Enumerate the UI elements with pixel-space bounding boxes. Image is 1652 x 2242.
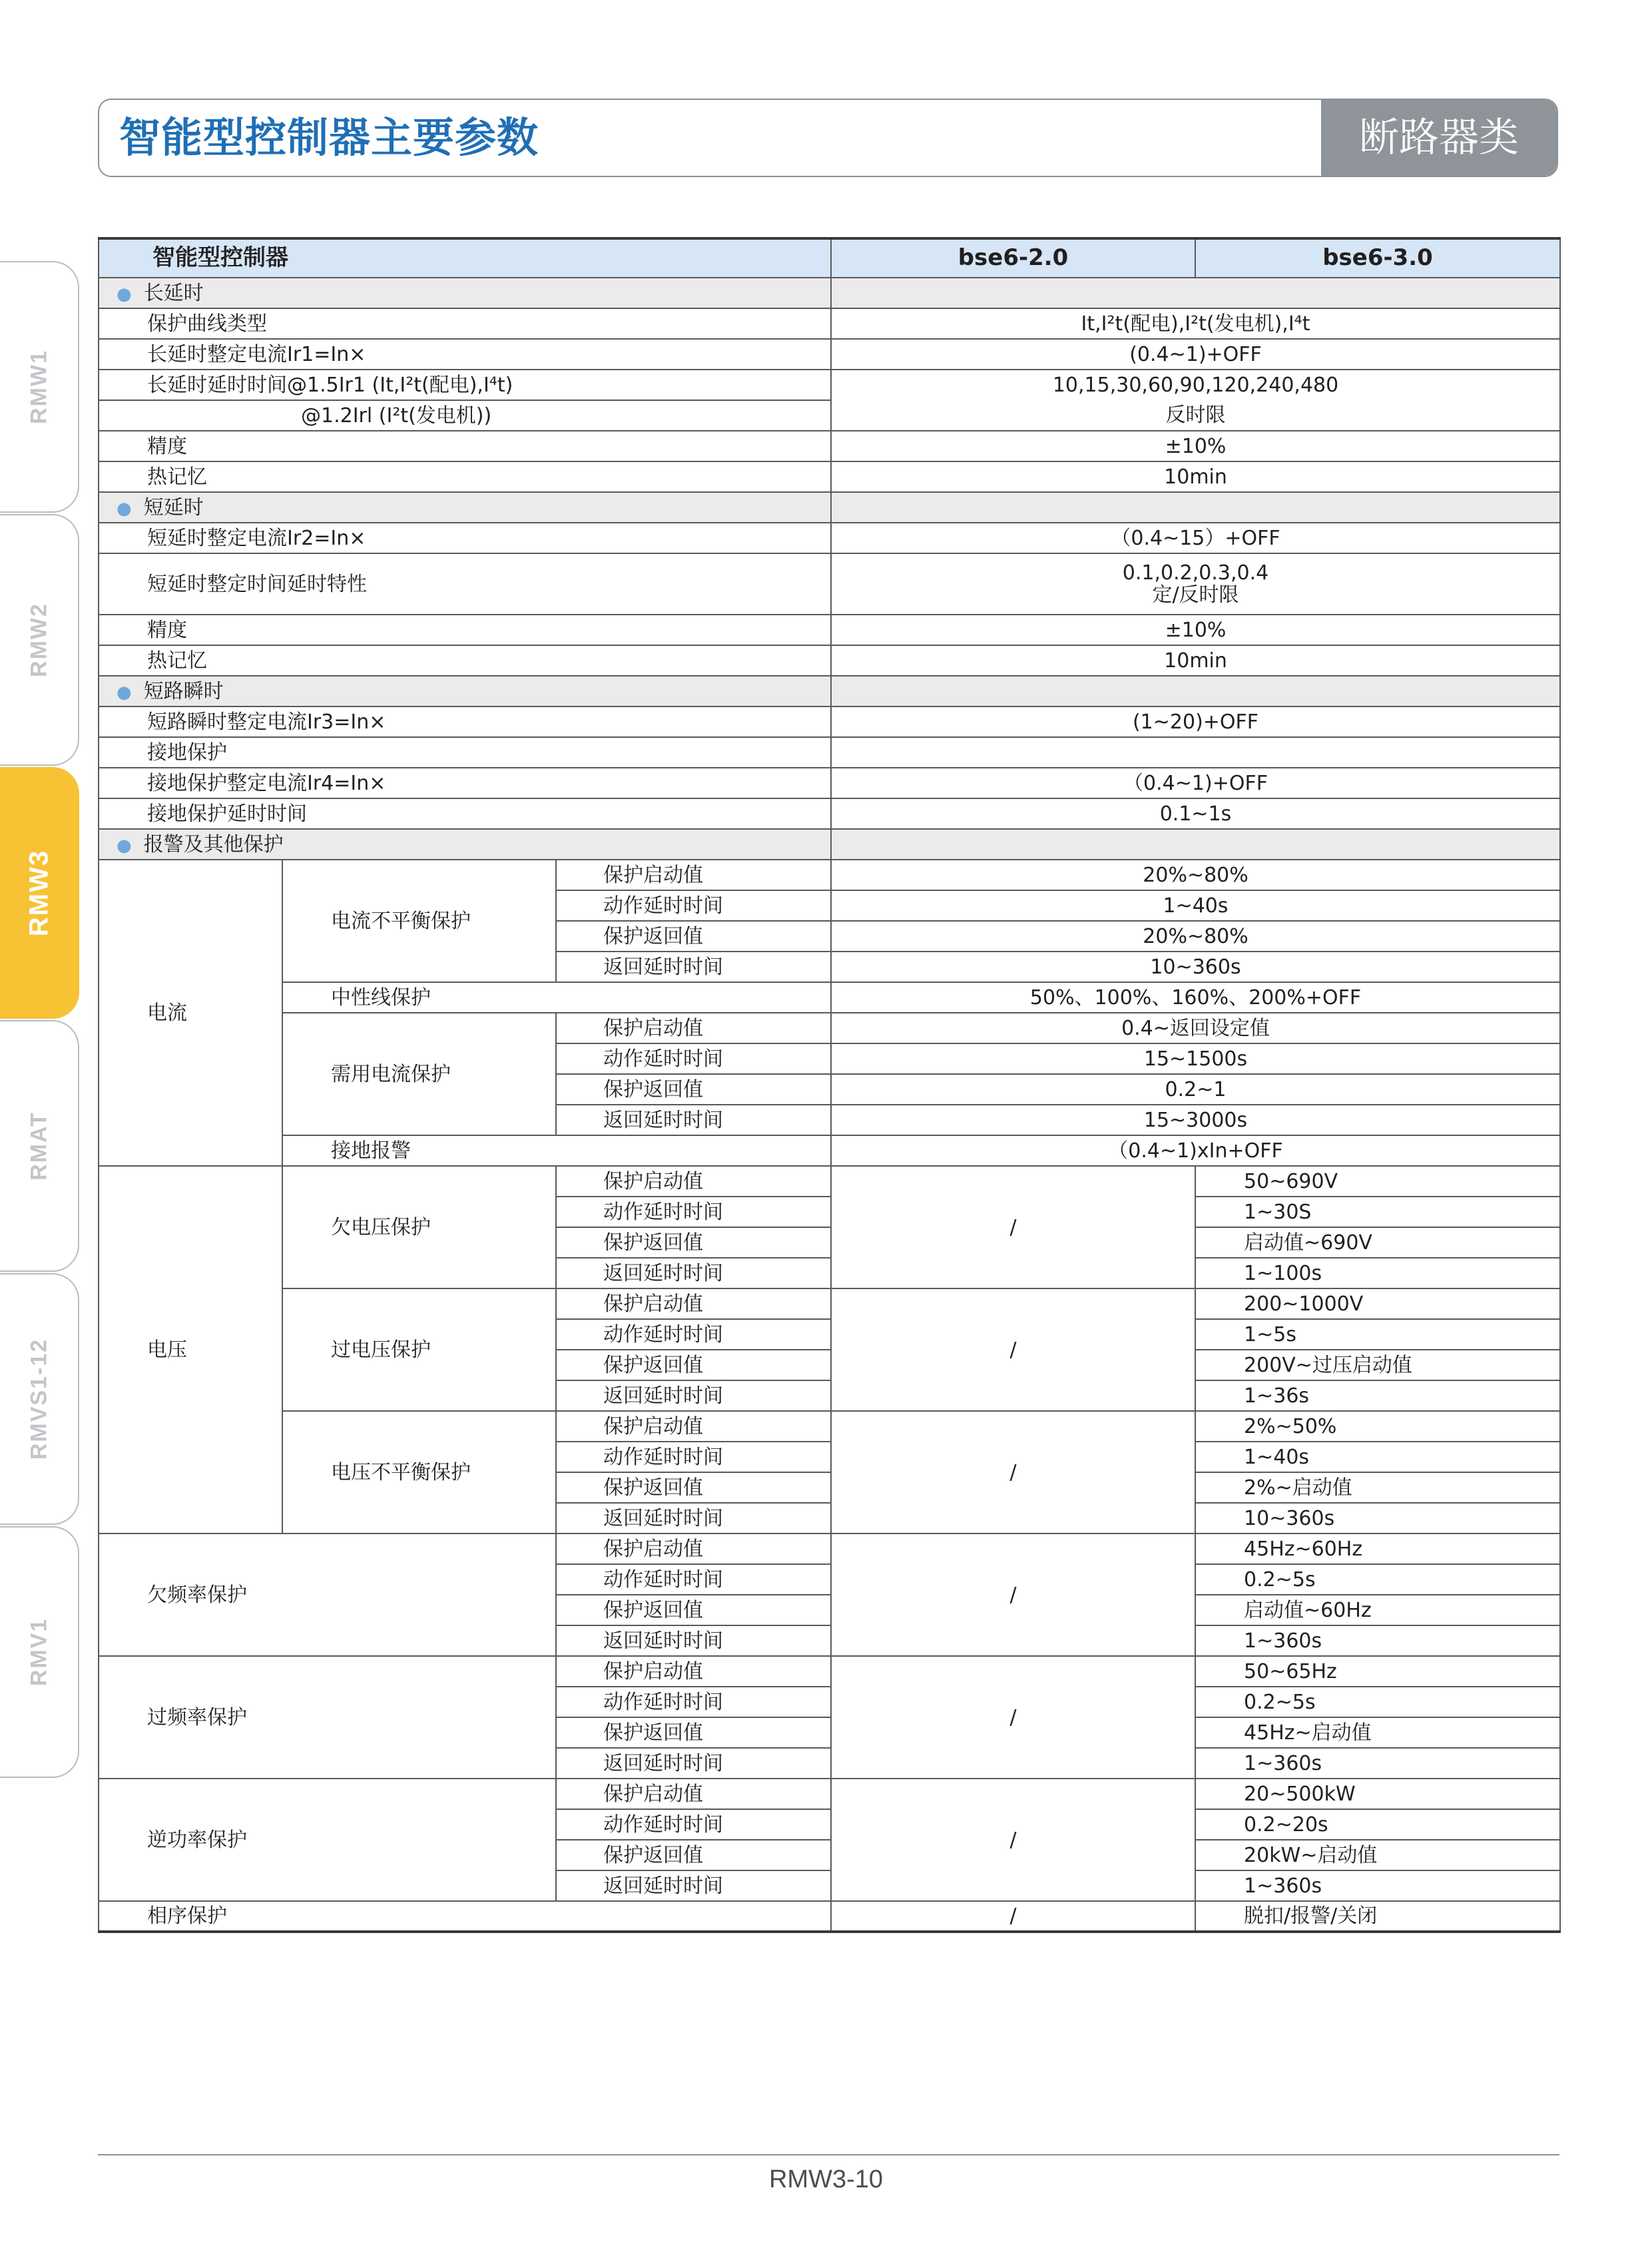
tab-rmat[interactable]: RMAT — [0, 1020, 79, 1272]
table-row: 过频率保护 保护启动值 / 50~65Hz — [99, 1656, 1560, 1687]
bullet-icon: ● — [117, 835, 132, 856]
bullet-icon: ● — [117, 682, 132, 702]
table-row: 返回延时时间 10~360s — [99, 952, 1560, 982]
table-row: 短延时整定时间延时特性 0.1,0.2,0.3,0.4 定/反时限 — [99, 553, 1560, 615]
table-row: 动作延时时间 0.2~20s — [99, 1809, 1560, 1840]
table-row: 动作延时时间 1~5s — [99, 1319, 1560, 1350]
table-row: 接地保护延时时间 0.1~1s — [99, 798, 1560, 829]
table-row: 接地保护整定电流Ir4=In× （0.4~1)+OFF — [99, 768, 1560, 798]
table-row: 逆功率保护 保护启动值 / 20~500kW — [99, 1779, 1560, 1809]
spec-table — [98, 237, 1561, 1933]
table-row: 热记忆 10min — [99, 645, 1560, 676]
table-row: 保护返回值 20kW~启动值 — [99, 1840, 1560, 1870]
table-row: 精度 ±10% — [99, 431, 1560, 461]
footer-divider — [98, 2154, 1559, 2155]
table-row: 动作延时时间 0.2~5s — [99, 1564, 1560, 1595]
table-row: 保护返回值 200V~过压启动值 — [99, 1350, 1560, 1380]
tab-rmvs1-12[interactable]: RMVS1-12 — [0, 1273, 79, 1525]
table-row: 返回延时时间 1~100s — [99, 1258, 1560, 1288]
table-row: 过电压保护 保护启动值 / 200~1000V — [99, 1288, 1560, 1319]
table-header-row — [99, 238, 1560, 278]
table-row: 动作延时时间 15~1500s — [99, 1043, 1560, 1074]
section-row: ● 短路瞬时 — [99, 676, 1560, 706]
table-row: 长延时延时时间@1.5Ir1 (It,I²t(配电),I⁴t) 10,15,30,60,90,120,240,480 — [99, 370, 1560, 400]
table-row: 保护返回值 45Hz~启动值 — [99, 1717, 1560, 1748]
table-row: 需用电流保护 保护启动值 0.4~返回设定值 — [99, 1013, 1560, 1043]
bullet-icon: ● — [117, 284, 132, 304]
table-row: 动作延时时间 0.2~5s — [99, 1687, 1560, 1717]
table-row: 电压不平衡保护 保护启动值 / 2%~50% — [99, 1411, 1560, 1442]
table-row: 动作延时时间 1~40s — [99, 1442, 1560, 1472]
table-row: 相序保护 / 脱扣/报警/关闭 — [99, 1901, 1560, 1932]
table-row: 动作延时时间 1~40s — [99, 890, 1560, 921]
col-bse6-3-header: bse6-3.0 — [1195, 238, 1560, 278]
table-row: 返回延时时间 1~36s — [99, 1380, 1560, 1411]
table-row: 中性线保护 50%、100%、160%、200%+OFF — [99, 982, 1560, 1013]
page-title: 智能型控制器主要参数 — [119, 113, 539, 162]
table-row: 欠频率保护 保护启动值 / 45Hz~60Hz — [99, 1534, 1560, 1564]
table-row: 精度 ±10% — [99, 615, 1560, 645]
table-row: 动作延时时间 1~30S — [99, 1197, 1560, 1227]
table-row: 返回延时时间 10~360s — [99, 1503, 1560, 1534]
table-row: 长延时整定电流Ir1=In× (0.4~1)+OFF — [99, 339, 1560, 370]
table-row: 返回延时时间 1~360s — [99, 1625, 1560, 1656]
table-row: 接地报警 （0.4~1)xIn+OFF — [99, 1135, 1560, 1166]
table-row: 短延时整定电流Ir2=In× （0.4~15）+OFF — [99, 523, 1560, 553]
table-row: 保护曲线类型 It,I²t(配电),I²t(发电机),I⁴t — [99, 308, 1560, 339]
table-row: 保护返回值 20%~80% — [99, 921, 1560, 952]
page-header — [98, 99, 1558, 177]
table-row: 保护返回值 启动值~690V — [99, 1227, 1560, 1258]
bullet-icon: ● — [117, 498, 132, 519]
tab-rmw1[interactable]: RMW1 — [0, 261, 79, 513]
section-row: ● 长延时 — [99, 278, 1560, 308]
table-row: 热记忆 10min — [99, 461, 1560, 492]
table-row: 返回延时时间 1~360s — [99, 1870, 1560, 1901]
table-row: 返回延时时间 15~3000s — [99, 1105, 1560, 1135]
table-row: 保护返回值 启动值~60Hz — [99, 1595, 1560, 1625]
section-row: ● 报警及其他保护 — [99, 829, 1560, 860]
section-row: ● 短延时 — [99, 492, 1560, 523]
page-number: RMW3-10 — [768, 2165, 884, 2193]
tab-rmv1[interactable]: RMV1 — [0, 1526, 79, 1778]
col-label-header: 智能型控制器 — [99, 238, 831, 278]
category-label: 断路器类 — [1321, 100, 1557, 176]
table-row: 电流 电流不平衡保护 保护启动值 20%~80% — [99, 860, 1560, 890]
table-row: 接地保护 — [99, 737, 1560, 768]
col-bse6-2-header: bse6-2.0 — [831, 238, 1195, 278]
table-row: 短路瞬时整定电流Ir3=In× (1~20)+OFF — [99, 706, 1560, 737]
table-row: 保护返回值 2%~启动值 — [99, 1472, 1560, 1503]
table-row: 电压 欠电压保护 保护启动值 / 50~690V — [99, 1166, 1560, 1197]
table-row: 保护返回值 0.2~1 — [99, 1074, 1560, 1105]
table-row: 返回延时时间 1~360s — [99, 1748, 1560, 1779]
table-row: @1.2Irl (I²t(发电机)) 反时限 — [99, 400, 1560, 431]
tab-rmw3[interactable]: RMW3 — [0, 767, 79, 1019]
tab-rmw2[interactable]: RMW2 — [0, 514, 79, 766]
